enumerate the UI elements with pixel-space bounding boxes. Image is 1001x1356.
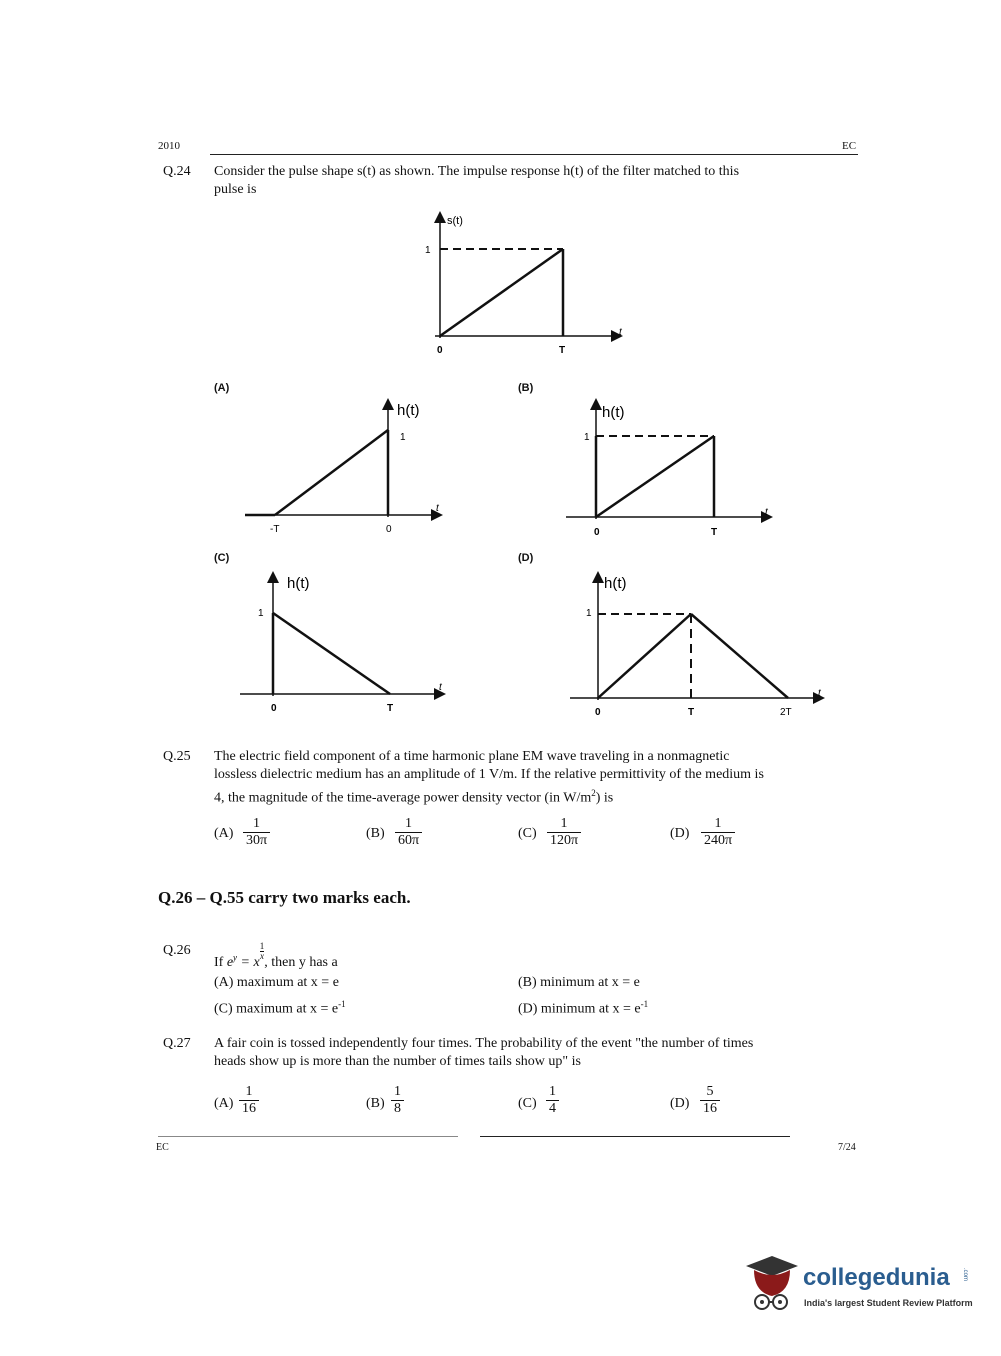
logo-tagline: India's largest Student Review Platform [804,1298,973,1308]
y-tick-1: 1 [584,432,590,443]
q25-option-a-den: 30π [243,832,270,849]
q24-graph-c [235,568,450,713]
q24-option-a-label: (A) [214,382,230,394]
q27-option-a-frac [239,1084,259,1117]
q26-option-b: (B) minimum at x = e [518,975,640,990]
q27-option-c-num: 1 [549,1084,556,1099]
q26-stem-eq-sup: y [233,952,238,963]
q26-option-c [214,999,346,1018]
x-axis-label: t [439,682,442,693]
q26-number: Q.26 [163,943,191,958]
header-rule [210,154,858,155]
q26-option-d-text: (D) minimum at x = e [518,1001,641,1017]
q27-option-a-den: 16 [239,1100,259,1117]
q26-option-a: (A) maximum at x = e [214,975,339,990]
x-tick-T: T [559,345,566,356]
q26-stem-exp-den: x [259,951,264,961]
ylabel: h(t) [602,404,625,421]
ramp [440,249,563,336]
q25-text [214,748,854,808]
q25-line3-a: 4, the magnitude of the time-average power density vector (in W/m [214,790,592,806]
q26-stem-eq: e [226,955,234,970]
x-tick-left: 0 [271,703,277,713]
ramp-up [598,614,691,698]
x-tick-left: 0 [595,707,601,718]
q27-line1: A fair coin is tossed independently four times. The probability of the event "the number of times [214,1036,754,1051]
q24-main-graph [395,208,635,358]
q25-option-b-frac [395,816,422,849]
q25-option-b-den: 60π [395,832,422,849]
ramp [596,436,714,517]
q25-option-d-label: (D) [670,826,690,841]
q25-option-d-den: 240π [701,832,735,849]
q27-text [214,1035,854,1071]
q25-option-c-frac [547,816,581,849]
q25-option-c-label: (C) [518,826,537,841]
q26-stem-eq2: = x [237,955,260,970]
y-tick-1: 1 [425,245,431,256]
x-axis-label: t [436,503,439,514]
x-tick-right: T [387,703,394,713]
q27-option-d-frac [700,1084,720,1117]
q24-text-line2: pulse is [214,182,257,197]
y-tick-1: 1 [400,432,406,443]
q25-line3 [214,784,854,808]
q27-option-b-label: (B) [366,1096,385,1111]
q27-option-d-num: 5 [706,1084,714,1099]
q25-option-c-num: 1 [560,816,568,831]
q24-text [214,163,854,199]
q26-stem-exp-num: 1 [259,941,265,951]
q24-option-d-label: (D) [518,552,534,564]
ylabel: s(t) [447,215,463,227]
x-tick-left: 0 [594,527,600,538]
q24-graph-a [240,395,450,540]
x-axis-label: t [818,688,821,699]
decline [273,613,390,694]
ylabel: h(t) [604,575,627,592]
q25-option-a-num: 1 [253,816,261,831]
ramp-down [691,614,788,698]
header-year: 2010 [158,140,180,152]
footer-code: EC [156,1142,169,1153]
q25-number: Q.25 [163,749,191,764]
q27-line2: heads show up is more than the number of times tails show up" is [214,1054,581,1069]
q25-option-b-num: 1 [405,816,413,831]
q24-option-b-label: (B) [518,382,534,394]
q26-option-c-text: (C) maximum at x = e [214,1001,339,1017]
q25-option-b-label: (B) [366,826,385,841]
q26-option-d [518,999,648,1018]
q24-graph-d [560,568,835,718]
q27-number: Q.27 [163,1036,191,1051]
x-tick-right: 0 [386,524,392,535]
q26-option-c-sup: -1 [338,999,346,1009]
q26-stem [214,942,338,972]
x-axis-label: t [765,507,768,518]
ramp [275,430,388,515]
q27-option-b-frac [391,1084,404,1117]
q26-stem-if: If [214,955,224,970]
footer-rule-right [480,1136,790,1137]
logo-name: collegedunia [803,1264,950,1291]
q25-option-a-label: (A) [214,826,234,841]
q27-option-a-label: (A) [214,1096,234,1111]
q25-line3-sup: 2 [591,788,596,798]
q25-option-d-num: 1 [714,816,722,831]
q25-line2: lossless dielectric medium has an amplitude of 1 V/m. If the relative permittivity of the medium is [214,767,764,782]
x-tick-left: -T [270,524,280,535]
footer-page: 7/24 [838,1142,856,1153]
q24-number: Q.24 [163,164,191,179]
q27-option-d-den: 16 [700,1100,720,1117]
header-code: EC [842,140,857,152]
q27-option-a-num: 1 [245,1084,253,1099]
q25-line1: The electric field component of a time harmonic plane EM wave traveling in a nonmagnetic [214,749,730,764]
x-tick-0: 0 [437,345,443,356]
q24-text-line1: Consider the pulse shape s(t) as shown. The impulse response h(t) of the filter matched to this [214,164,740,179]
q27-option-c-frac [546,1084,559,1117]
q27-option-b-den: 8 [391,1100,404,1117]
q25-option-d-frac [701,816,735,849]
ylabel: h(t) [397,402,420,419]
q24-option-c-label: (C) [214,552,230,564]
q26-option-d-sup: -1 [640,999,649,1009]
x-tick-right: T [711,527,718,538]
q25-line3-b: ) is [595,790,614,806]
q25-option-a-frac [243,816,270,849]
x-tick-mid: T [688,707,695,718]
q25-option-c-den: 120π [547,832,581,849]
x-axis-label: t [619,327,622,338]
ylabel: h(t) [287,575,310,592]
q26-stem-rest: , then y has a [264,955,338,970]
y-tick-1: 1 [586,608,592,619]
section-heading: Q.26 – Q.55 carry two marks each. [158,888,411,907]
y-tick-1: 1 [258,608,264,619]
q27-option-c-den: 4 [546,1100,559,1117]
footer-rule-left [158,1136,458,1137]
q27-option-d-label: (D) [670,1096,690,1111]
x-tick-right: 2T [780,707,792,718]
q27-option-c-label: (C) [518,1096,537,1111]
collegedunia-mascot-icon [742,1252,802,1318]
logo-com: .com [962,1268,968,1282]
q24-graph-b [560,395,780,540]
q27-option-b-num: 1 [394,1084,401,1099]
